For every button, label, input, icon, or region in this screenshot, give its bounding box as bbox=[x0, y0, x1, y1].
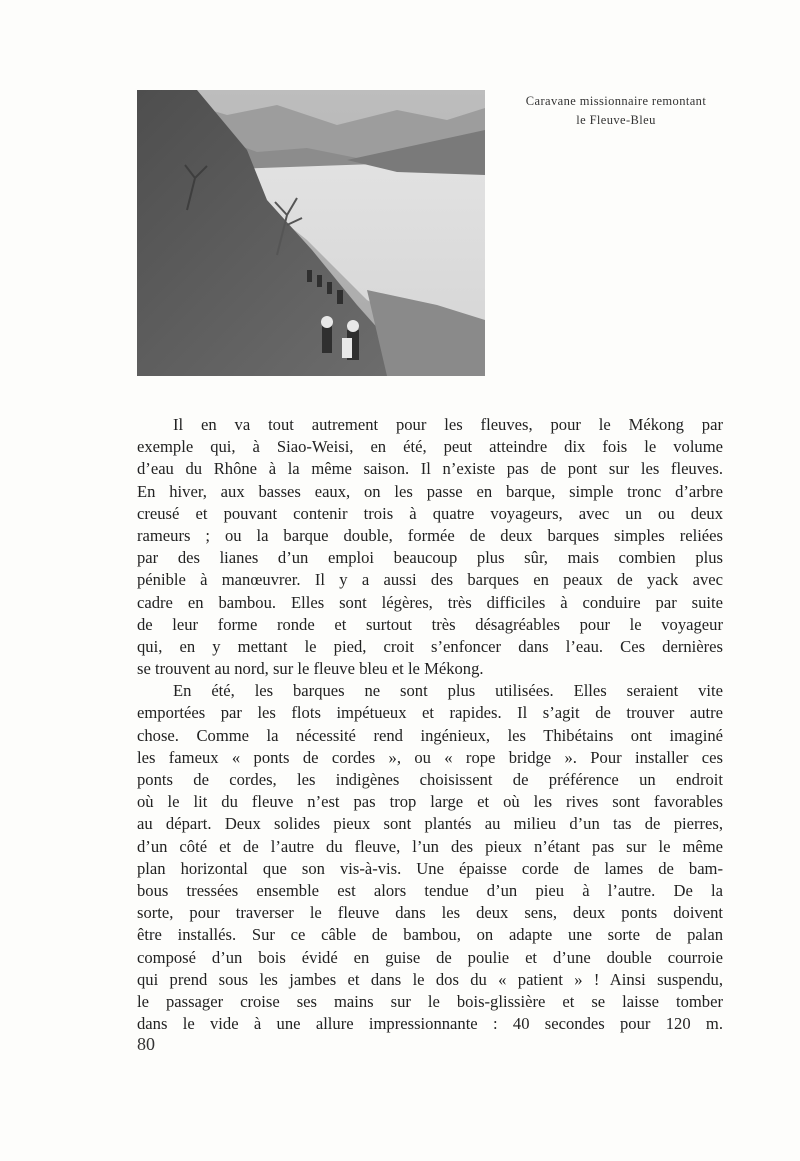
text-line: pénible à manœuvrer. Il y a aussi des barques en peaux de yack avec bbox=[137, 570, 723, 590]
text-line: plan horizontal que son vis-à-vis. Une épaisse corde de lames de bam- bbox=[137, 858, 723, 878]
text-line: dans le vide à une allure impressionnante : 40 secondes pour 120 m. bbox=[137, 1014, 723, 1034]
text-line: par des lianes d’un emploi beaucoup plus sûr, mais combien plus bbox=[137, 548, 723, 568]
photo-caption bbox=[500, 92, 732, 130]
text-line: En été, les barques ne sont plus utilisées. Elles seraient vite bbox=[173, 681, 723, 701]
caption-line: Caravane missionnaire remontant bbox=[525, 94, 707, 108]
body-text bbox=[137, 414, 723, 1035]
text-line: Il en va tout autrement pour les fleuves, pour le Mékong par bbox=[173, 415, 723, 434]
text-line: chose. Comme la nécessité rend ingénieux, les Thibétains ont imaginé bbox=[137, 725, 723, 745]
text-line: d’un côté et de l’autre du fleuve, l’un des pieux n’étant pas sur le même bbox=[137, 836, 723, 856]
text-line: ponts de cordes, les indigènes choisissent de préférence un endroit bbox=[137, 770, 723, 789]
text-line: composé d’un bois évidé en guise de poulie et d’une double courroie bbox=[137, 947, 723, 967]
text-line: qui, en y mettant le pied, croit s’enfoncer dans l’eau. Ces dernières bbox=[137, 636, 723, 656]
text-line: cadre en bambou. Elles sont légères, très difficiles à conduire par suite bbox=[137, 592, 723, 612]
text-line: les fameux « ponts de cordes », ou « rope bridge ». Pour installer ces bbox=[137, 747, 723, 767]
text-line: où le lit du fleuve n’est pas trop large et où les rives sont favorables bbox=[137, 792, 723, 812]
text-line: En hiver, aux basses eaux, on les passe en barque, simple tronc d’arbre bbox=[137, 481, 723, 501]
text-line: être installés. Sur ce câble de bambou, on adapte une sorte de palan bbox=[137, 925, 723, 945]
photo-illustration bbox=[137, 90, 485, 376]
text-line: au départ. Deux solides pieux sont plantés au milieu d’un tas de pierres, bbox=[137, 814, 723, 834]
text-line: d’eau du Rhône à la même saison. Il n’existe pas de pont sur les fleuves. bbox=[137, 459, 723, 479]
text-line: creusé et pouvant contenir trois à quatre voyageurs, avec un ou deux bbox=[137, 503, 723, 523]
text-line: bous tressées ensemble est alors tendue d’un pieu à l’autre. De la bbox=[137, 880, 723, 900]
text-line: emportées par les flots impétueux et rapides. Il s’agit de trouver autre bbox=[137, 703, 723, 723]
caption-line: le Fleuve-Bleu bbox=[576, 113, 656, 127]
text-line: le passager croise ses mains sur le bois-glissière et se laisse tomber bbox=[137, 991, 723, 1011]
text-line: rameurs ; ou la barque double, formée de deux barques simples reliées bbox=[137, 525, 723, 545]
text-line: se trouvent au nord, sur le fleuve bleu et le Mékong. bbox=[137, 659, 484, 679]
river-caravan-photo bbox=[137, 90, 485, 376]
text-line: de leur forme ronde et surtout très désagréables pour le voyageur bbox=[137, 614, 723, 634]
page-number: 80 bbox=[137, 1034, 155, 1054]
text-line: exemple qui, à Siao-Weisi, en été, peut atteindre dix fois le volume bbox=[137, 437, 723, 457]
text-line: qui prend sous les jambes et dans le dos du « patient » ! Ainsi suspendu, bbox=[137, 969, 723, 989]
paragraph bbox=[137, 680, 723, 1035]
text-line: sorte, pour traverser le fleuve dans les deux sens, deux ponts doivent bbox=[137, 903, 723, 923]
paragraph bbox=[137, 414, 723, 680]
